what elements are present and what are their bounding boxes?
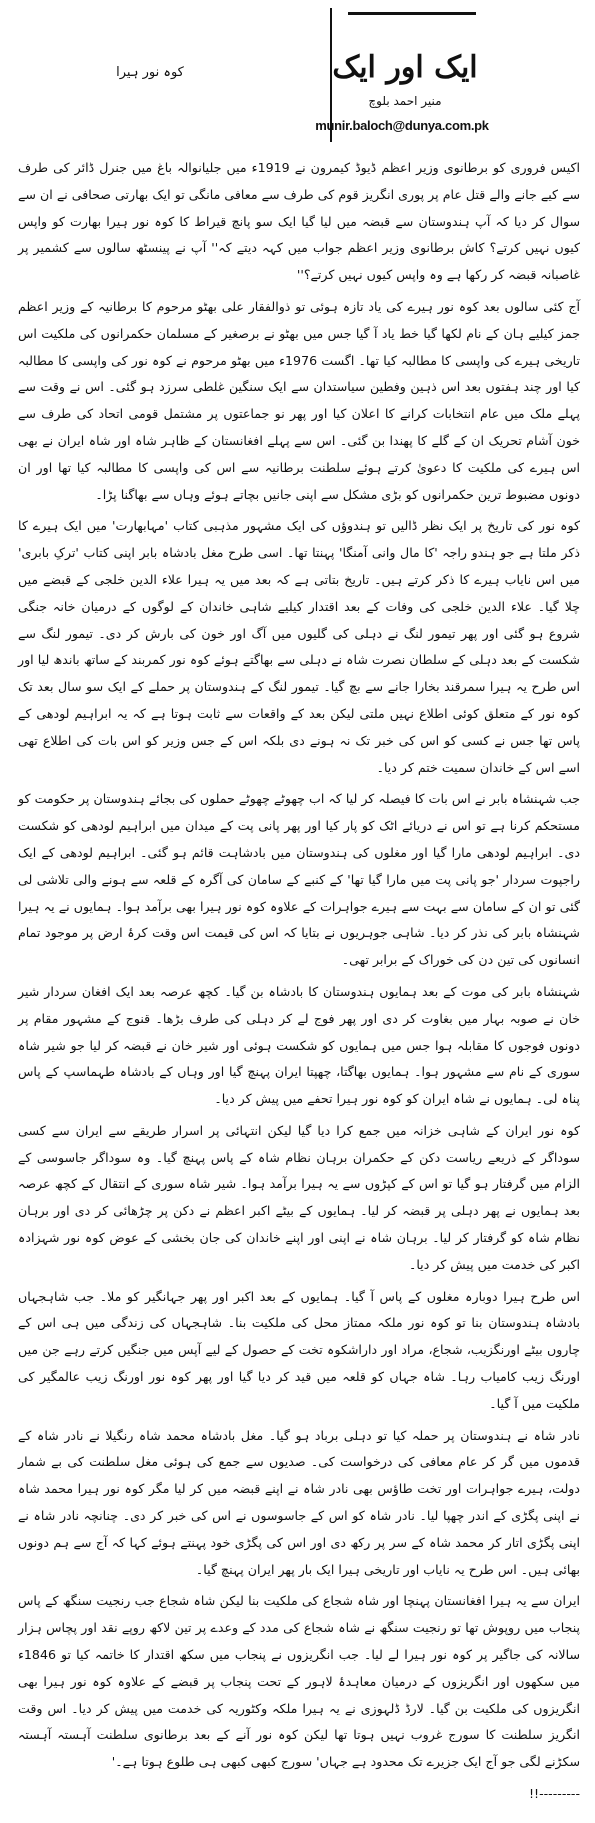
paragraph: کوہ نور ایران کے شاہی خزانہ میں جمع کرا دیا گیا لیکن انتہائی پر اسرار طریقے سے ایران سے کسی سوداگر کے ذریعے ریاست دکن کے حکمران برہان نظام شاہ کے پاس پہنچ گیا۔ وہ سوداگر جاسوسی کے الزام میں گرفتار ہو گیا تو اس کے کپڑوں سے یہ ہیرا برآمد ہوا۔ شیر شاہ سوری کے انتقال کے کچھ عرصہ بعد ہمایوں نے پھر دہلی پر قبضہ کر لیا۔ ہمایوں کے بیٹے اکبر اعظم نے دکن پر چڑھائی کر دی اور برہان نظام شاہ کو گرفتار کر لیا۔ برہان شاہ نے اپنی اور اپنے خاندان کی جان بخشی کے عوض کوہ نور شہزادہ اکبر کی خدمت میں پیش کر دیا۔: [18, 1122, 580, 1272]
author-name: منیر احمد بلوچ: [368, 94, 442, 108]
paragraph: ایران سے یہ ہیرا افغانستان پہنچا اور شاہ شجاع کی ملکیت بنا لیکن شاہ شجاع جب رنجیت سنگھ کے پاس پنجاب میں روپوش تھا تو رنجیت سنگھ نے شاہ شجاع کی مدد کے وعدے پر تین لاکھ روپے نقد اور پچاس ہزار سالانہ کی جاگیر پر کوہ نور ہیرا لے لیا۔ جب انگریزوں نے پنجاب میں سکھ اقتدار کا خاتمہ کیا تو 1846ء میں سکھوں اور انگریزوں کے درمیان معاہدۂ لاہور کے تحت پنجاب پر قبضے کے علاوہ کوہ نور ہیرا بھی انگریزوں کی ملکیت بن گیا۔ لارڈ ڈلہوزی نے یہ ہیرا ملکہ وکٹوریہ کی خدمت میں پیش کر دیا۔ اس وقت انگریز سلطنت کا سورج غروب نہیں ہوتا تھا لیکن کوہ نور آنے کے بعد برطانوی سلطنت آہستہ آہستہ سکڑنے لگی جو آج ایک جزیرے تک محدود ہے جہاں' سورج کبھی کبھی ہی طلوع ہوتا ہے۔': [18, 1593, 580, 1770]
paragraph: نادر شاہ نے ہندوستان پر حملہ کیا تو دہلی برباد ہو گیا۔ مغل بادشاہ محمد شاہ رنگیلا نے نادر شاہ کے قدموں میں گر کر عام معافی کی درخواست کی۔ صدیوں سے جمع کی ہوئی مغل سلطنت کی بے شمار دولت، ہیرے جواہرات اور تخت طاؤس بھی نادر شاہ نے اپنے قبضہ میں کر لیا مگر کوہ نور ہیرا محمد شاہ نے اپنی پگڑی کے اندر چھپا لیا۔ نادر شاہ کو اس کے جاسوسوں نے اس کی خبر کر دی۔ چنانچہ نادر شاہ نے اپنی پگڑی اتار کر محمد شاہ کے سر پر رکھ دی اور اس کی پگڑی خود پہنتے ہوئے کہا کہ آج سے ہم دونوں بھائی ہیں۔ اس طرح یہ نایاب اور تاریخی ہیرا ایک بار پھر ایران پہنچ گیا۔: [18, 1427, 580, 1577]
column-logo: ایک اور ایک: [332, 50, 478, 85]
article-title: کوہ نور ہیرا: [116, 65, 184, 80]
author-email: munir.baloch@dunya.com.pk: [315, 118, 489, 133]
paragraph: کوہ نور کی تاریخ پر ایک نظر ڈالیں تو ہندوؤں کی ایک مشہور مذہبی کتاب 'مہابھارت' میں ایک ہیرے کا ذکر ملتا ہے جو ہندو راجہ 'کا مال وانی آمنگا' پہنتا تھا۔ اسی طرح مغل بادشاہ بابر اپنی کتاب 'ترکِ بابری' میں اس نایاب ہیرے کا ذکر کرتے ہیں۔ تاریخ بتاتی ہے کہ بعد میں یہ ہیرا علاء الدین خلجی کے قبضے میں چلا گیا۔ علاء الدین خلجی کی وفات کے بعد اقتدار کیلیے شاہی خاندان کے لوگوں کے درمیان خانہ جنگی شروع ہو گئی اور پھر تیمور لنگ نے دہلی کی گلیوں میں آگ اور خون کی بارش کر دی۔ تیمور لنگ سے شکست کے بعد دہلی کے سلطان نصرت شاہ نے دہلی سے بھاگتے ہوئے کوہ نور کمربند کے ساتھ باندھ لیا اور اس طرح یہ ہیرا سمرقند بخارا جانے سے بچ گیا۔ تیمور لنگ کے ہندوستان پر حملے کے ایک سو سال بعد تک کوہ نور کے متعلق کوئی اطلاع نہیں ملتی لیکن بعد کے واقعات سے ثابت ہوتا ہے کہ یہ ابراہیم لودھی کے پاس تھا جس نے کسی کو اس کی خبر تک نہ ہونے دی بلکہ اس کے جس وزیر کو اس بات کی اطلاع تھی اسے اس کے خاندان سمیت ختم کر دیا۔: [18, 518, 580, 775]
closing-mark: ---------!!: [529, 1786, 580, 1802]
paragraph: آج کئی سالوں بعد کوہ نور ہیرے کی یاد تازہ ہوئی تو ذوالفقار علی بھٹو مرحوم کا برطانیہ کے وزیر اعظم جمز کیلیے ہان کے نام لکھا گیا خط یاد آ گیا جس میں بھٹو نے برصغیر کے مسلمان حکمرانوں کی ملکیت اس تاریخی ہیرے کی واپسی کا مطالبہ کیا تھا۔ اگست 1976ء میں بھٹو مرحوم نے کوہ نور کی واپسی کا مطالبہ کیا اور چند ہفتوں بعد اس ذہین وفطین سیاستدان سے ایک سنگین غلطی سرزد ہو گئی۔ اس نے وقت سے پہلے ملک میں عام انتخابات کرانے کا اعلان کیا اور پھر نو جماعتوں پر مشتمل قومی اتحاد کی طرف سے خون آشام تحریک ان کے گلے کا پھندا بن گئی۔ اس سے پہلے افغانستان کے ظاہر شاہ اور شاہ ایران نے بھی اس ہیرے کی ملکیت کا دعویٰ کرتے ہوئے سلطنت برطانیہ سے اس کی واپسی کا مطالبہ کیا تھا اور ان دونوں مضبوط ترین حکمرانوں کو بڑی مشکل سے اپنی جانیں بچاتے ہوئے وہاں سے بھاگنا پڑا۔: [18, 298, 580, 502]
paragraph: جب شہنشاہ بابر نے اس بات کا فیصلہ کر لیا کہ اب چھوٹے چھوٹے حملوں کی بجائے ہندوستان پر حکومت کو مستحکم کرنا ہے تو اس نے دریائے اٹک کو پار کیا اور پھر پانی پت کے میدان میں ابراہیم لودھی کو شکست دی۔ ابراہیم لودھی مارا گیا اور مغلوں کی ہندوستان میں بادشاہت قائم ہو گئی۔ ابراہیم لودھی کے ایک راجپوت سردار 'جو پانی پت میں مارا گیا تھا' کے کنبے کے سامان کی آگرہ کے قلعہ سے ہونے والی تلاشی لی گئی تو ان کے سامان سے بہت سے ہیرے جواہرات کے علاوہ کوہ نور ہیرا بھی برآمد ہوا۔ ہمایوں نے یہ ہیرا شہنشاہ بابر کی نذر کر دیا۔ شاہی جوہریوں نے بتایا کہ اس کی قیمت اس وقت کرۂ ارض پر موجود تمام انسانوں کی تین دن کی خوراک کے برابر تھی۔: [18, 791, 580, 968]
paragraph: اکیس فروری کو برطانوی وزیر اعظم ڈیوڈ کیمرون نے 1919ء میں جلیانوالہ باغ میں جنرل ڈائر کی طرف سے کیے جانے والے قتل عام پر پوری انگریز قوم کی طرف سے معافی مانگی تو ایک بھارتی صحافی نے ان سے سوال کر دیا کہ آپ ہندوستان سے قبضہ میں لیا گیا ایک سو پانچ قیراط کا کوہ نور ہیرا بھارت کو واپس کیوں نہیں کرتے؟ کاش برطانوی وزیر اعظم جواب میں کہہ دیتے کہ'' آپ نے پینسٹھ سالوں سے کشمیر پر غاصبانہ قبضہ کر رکھا ہے وہ واپس کیوں نہیں کرتے؟'': [18, 160, 580, 283]
column-header: [0, 0, 595, 160]
article-body: [18, 155, 580, 1815]
logo-top-rule: [348, 12, 476, 15]
paragraph: شہنشاہ بابر کی موت کے بعد ہمایوں ہندوستان کا بادشاہ بن گیا۔ کچھ عرصہ بعد ایک افغان سردار شیر خان نے صوبہ بہار میں بغاوت کر دی اور پھر فوج لے کر دہلی کی طرف بڑھا۔ قنوج کے مشہور مقام پر دونوں فوجوں کا مقابلہ ہوا جس میں ہمایوں کو شکست ہوئی اور شیر خان نے قبضہ کر لیا جو شیر شاہ سوری کے نام سے مشہور ہوا۔ ہمایوں بھاگتا، چھپتا ایران پہنچ گیا اور وہاں کے بادشاہ طہماسپ کے پاس پناہ لی۔ ہمایوں نے شاہ ایران کو کوہ نور ہیرا تحفے میں پیش کر دیا۔: [18, 983, 580, 1107]
paragraph: اس طرح ہیرا دوبارہ مغلوں کے پاس آ گیا۔ ہمایوں کے بعد اکبر اور پھر جہانگیر کو ملا۔ جب شاہجہاں بادشاہ ہندوستان بنا تو کوہ نور ملکہ ممتاز محل کی ملکیت بنا۔ شاہجہاں کی زندگی میں ہی اس کے چاروں بیٹے اورنگزیب، شجاع، مراد اور داراشکوہ تخت کے حصول کے لیے آپس میں جنگیں کرتے رہے جن میں اورنگ زیب کامیاب رہا۔ شاہ جہاں کو قلعہ میں قید کر دیا گیا اور پھر کوہ نور اورنگ زیب عالمگیر کی ملکیت میں آ گیا۔: [18, 1288, 580, 1411]
